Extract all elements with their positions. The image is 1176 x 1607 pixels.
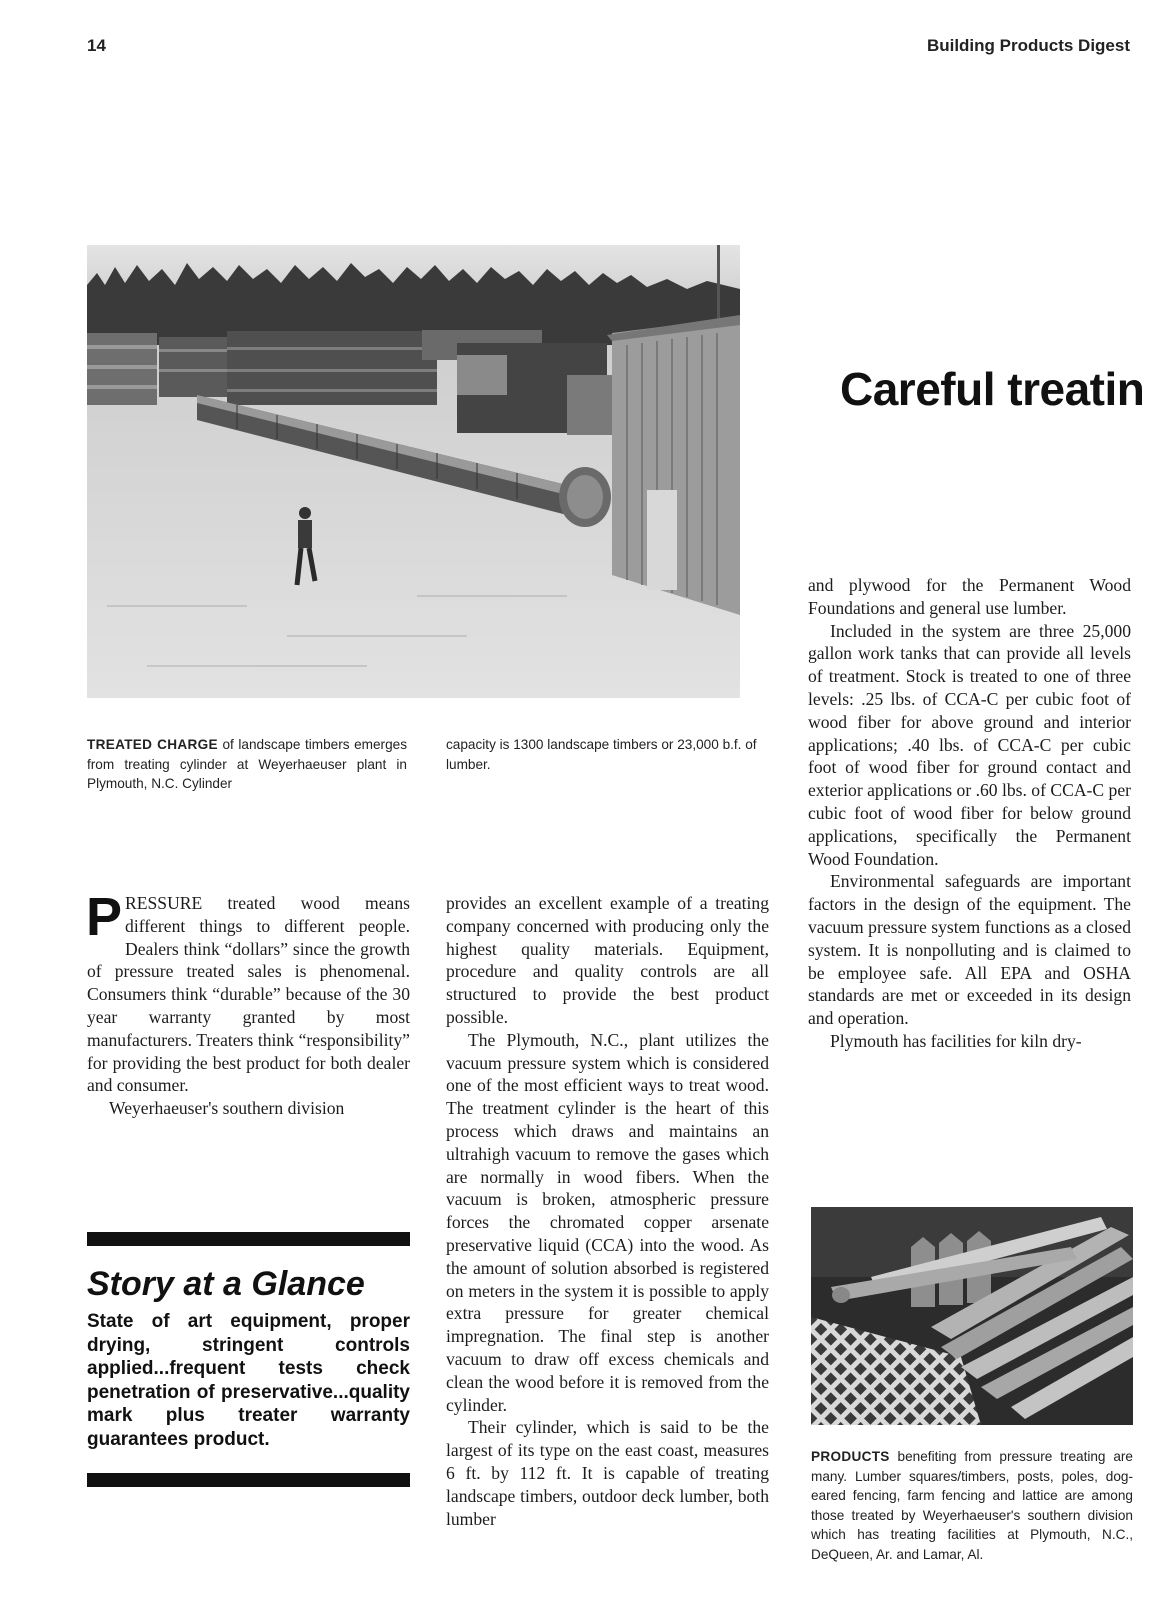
body-paragraph: Their cylinder, which is said to be the largest of its type on the east coast, measures 6 ft. by 112 ft. It is capable of treating landscape timbers, outdoor deck lumber, both lumber <box>446 1417 769 1529</box>
main-photo-caption <box>87 735 407 794</box>
body-column-1 <box>86 887 410 1120</box>
sidebar-bottom-rule <box>87 1473 410 1487</box>
body-paragraph: PRESSURE treated wood means different things to different people. Dealers think “dollars” since the growth of pressure treated sales is phenomenal. Consumers think “durable” because of the 30 year warranty granted by most manufacturers. Treaters think “responsibility” for providing the best product for both dealer and consumer. <box>86 887 410 1096</box>
products-photo-caption <box>811 1447 1133 1564</box>
body-paragraph: and plywood for the Permanent Wood Foundations and general use lumber. <box>808 575 1131 618</box>
publication-name: Building Products Digest <box>926 36 1130 55</box>
article-title: Careful treatin <box>840 363 1145 415</box>
page-number: 14 <box>87 36 106 55</box>
body-paragraph: provides an excellent example of a treating company concerned with producing only the highest quality materials. Equipment, procedure and quality controls are all structured to provide the best product possible. <box>446 893 769 1027</box>
body-paragraph: Environmental safeguards are important factors in the design of the equipment. The vacuum pressure system functions as a closed system. It is nonpolluting and is claimed to be employee safe. All EPA and OSHA standards are met or exceeded in its design and operation. <box>808 871 1131 1029</box>
body-paragraph: Plymouth has facilities for kiln dry- <box>830 1030 1082 1051</box>
body-paragraph: Included in the system are three 25,000 gallon work tanks that can provide all levels of treatment. Stock is treated to one of three levels: .25 lbs. of CCA-C per cubic foot of wood fiber for above ground and interior applications; .40 lbs. of CCA-C per cubic foot of wood fiber for ground contact and exterior applications or .60 lbs. of CCA-C per cubic foot of wood fiber for below ground applications, specifically the Permanent Wood Foundation. <box>808 620 1131 869</box>
caption-lead: TREATED CHARGE <box>87 737 218 752</box>
lumber-yard-photo-graphic <box>87 245 740 698</box>
body-column-2 <box>446 892 769 1530</box>
sidebar-top-rule <box>87 1232 410 1246</box>
lumber-yard-photo <box>87 245 740 698</box>
sidebar-title: Story at a Glance <box>87 1265 365 1303</box>
caption-text: of landscape timbers emerges from treating cylinder at Weyerhaeuser plant in Plymouth, N.C. Cylinder <box>87 737 408 791</box>
sidebar-summary: State of art equipment, proper drying, stringent controls applied...frequent tests check penetration of preservative...quality mark plus treater warranty guarantees product. <box>87 1311 410 1450</box>
caption-lead: PRODUCTS <box>811 1449 890 1464</box>
caption-text: benefiting from pressure treating are many. Lumber squares/timbers, posts, poles, dog-eared fencing, farm fencing and lattice are among those treated by Weyerhaeuser's southern division which has treating facilities at Plymouth, N.C., DeQueen, Ar. and Lamar, Al. <box>811 1449 1133 1562</box>
main-photo-caption-continued: capacity is 1300 landscape timbers or 23,000 b.f. of lumber. <box>446 737 757 772</box>
body-paragraph: Weyerhaeuser's southern division <box>109 1098 345 1119</box>
treated-products-photo-graphic <box>811 1207 1133 1425</box>
drop-cap: P <box>86 887 123 947</box>
body-paragraph: The Plymouth, N.C., plant utilizes the vacuum pressure system which is considered one of the most efficient ways to treat wood. The treatment cylinder is the heart of this process which draws and maintains an ultrahigh vacuum to remove the gases which are normally in wood fibers. When the vacuum is broken, atmospheric pressure forces the chromated copper arsenate preservative liquid (CCA) into the wood. As the amount of solution absorbed is registered on meters in the system it is possible to apply extra pressure for greater chemical impregnation. The final step is another vacuum to draw off excess chemicals and clean the wood before it is removed from the cylinder. <box>446 1029 769 1415</box>
body-column-3 <box>808 574 1131 1053</box>
treated-products-photo <box>811 1207 1133 1425</box>
story-at-a-glance-box <box>87 1232 410 1487</box>
